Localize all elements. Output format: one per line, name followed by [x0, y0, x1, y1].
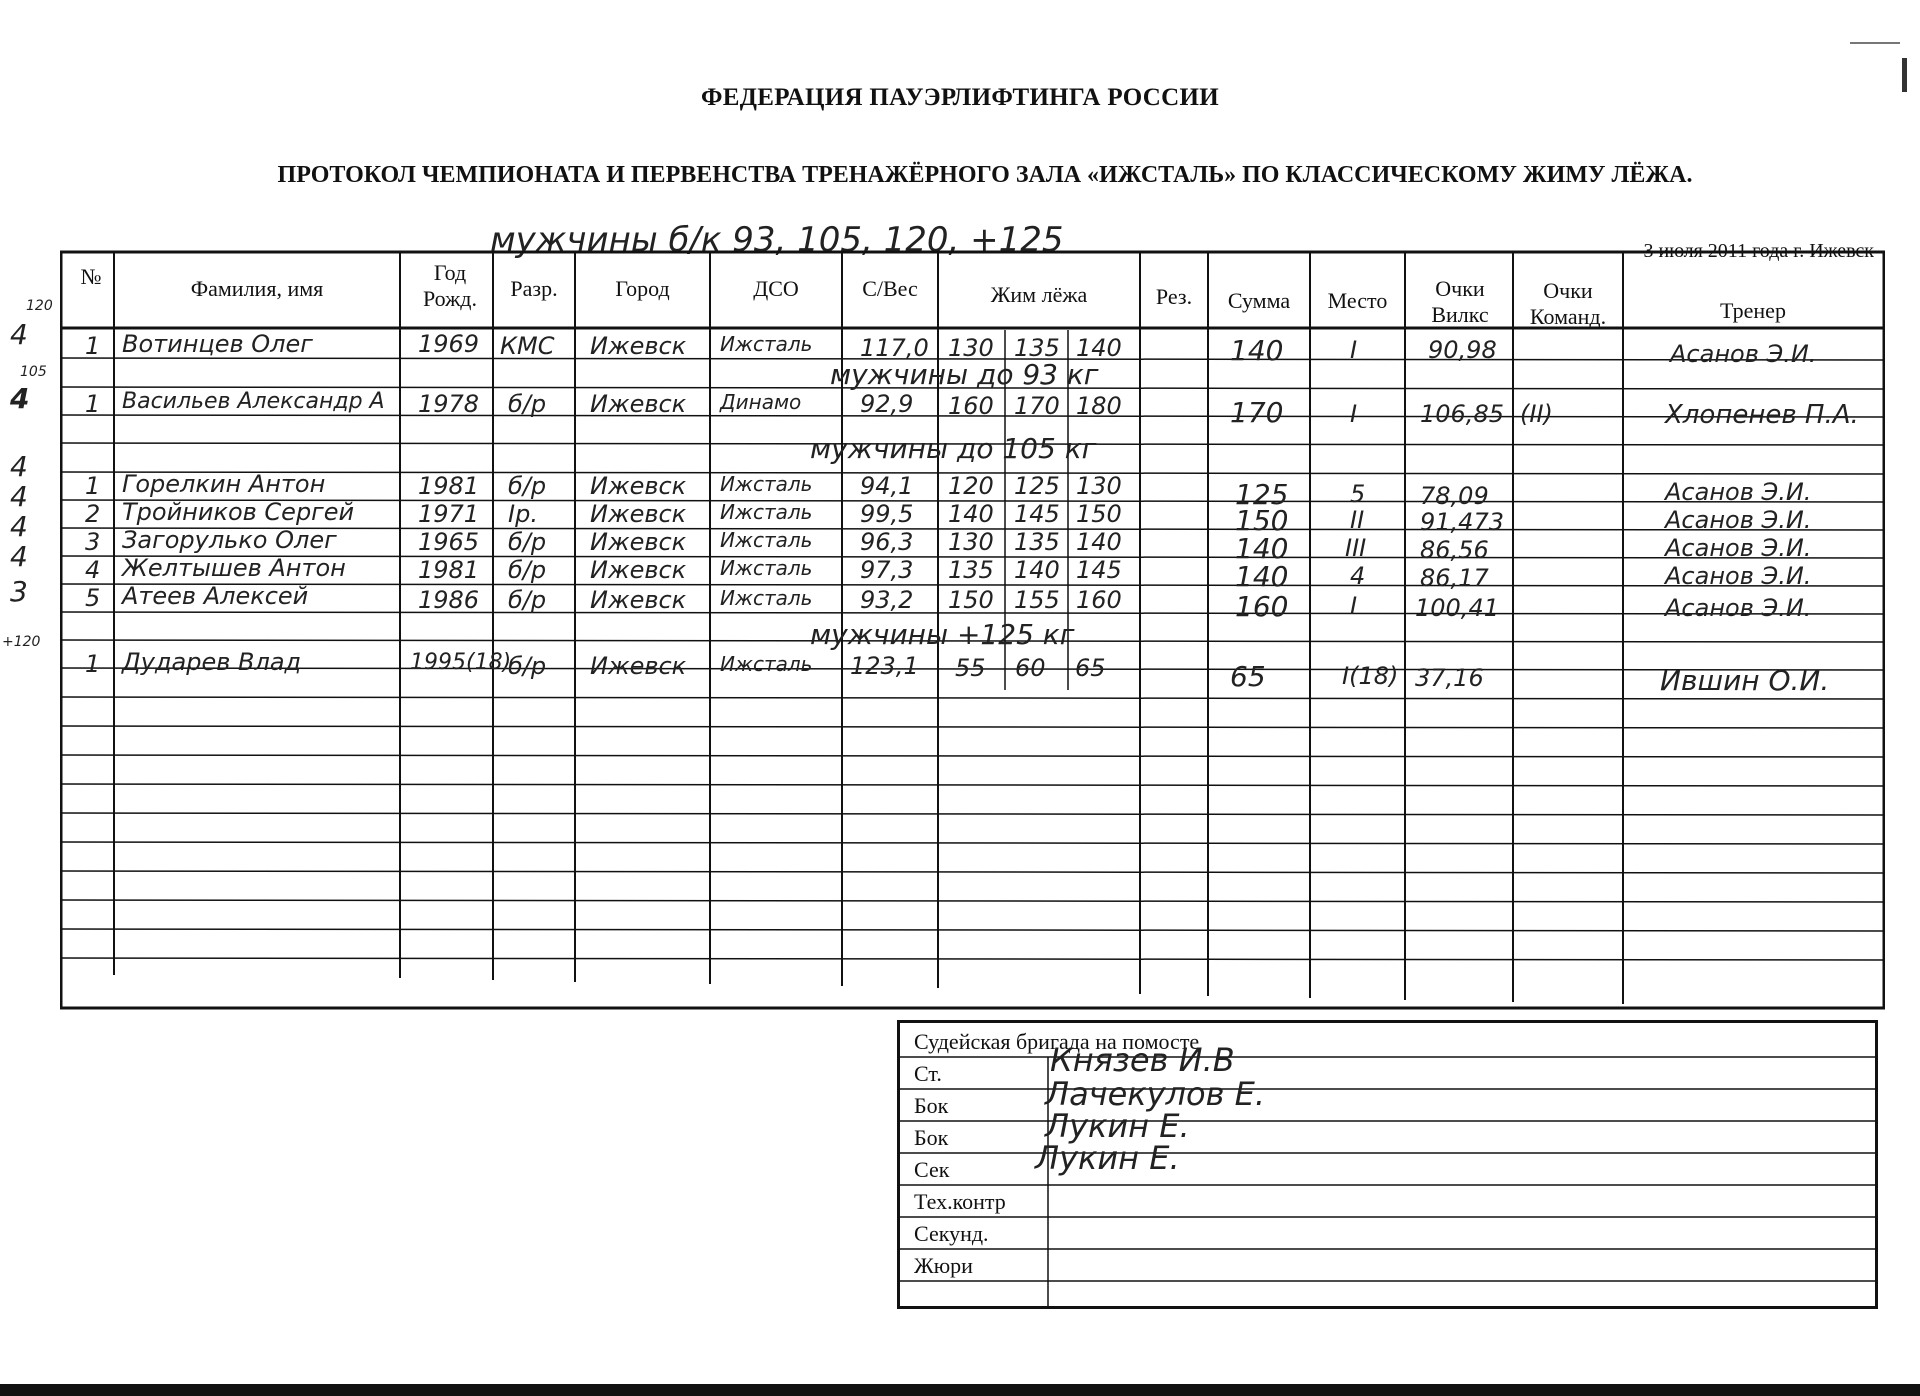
- attempt-1: 130: [948, 528, 994, 556]
- coach: Асанов Э.И.: [1665, 594, 1812, 622]
- attempt-1: 135: [948, 556, 994, 584]
- attempt-3: 145: [1076, 556, 1122, 584]
- body-weight: 99,5: [860, 500, 914, 528]
- referee-signature: Лачекулов Е.: [1045, 1075, 1265, 1113]
- results-table: [60, 250, 1885, 1010]
- total: 160: [1235, 590, 1289, 623]
- col-res: Рез.: [1155, 284, 1193, 309]
- athlete-name: Дударев Влад: [122, 648, 302, 676]
- coach: Асанов Э.И.: [1665, 506, 1812, 534]
- row-num: 3: [85, 528, 101, 556]
- attempt-2: 135: [1014, 528, 1060, 556]
- col-total: Сумма: [1227, 288, 1291, 313]
- place: 4: [1350, 562, 1366, 590]
- referee-role: Ст.: [914, 1061, 942, 1086]
- athlete-name: Атеев Алексей: [122, 582, 309, 610]
- margin-mark: 4: [10, 450, 28, 483]
- attempt-2: 155: [1014, 586, 1060, 614]
- place: II: [1350, 506, 1365, 534]
- col-coach: Тренер: [1720, 298, 1786, 323]
- city: Ижевск: [590, 500, 687, 528]
- attempt-2: 170: [1014, 392, 1060, 420]
- city: Ижевск: [590, 528, 687, 556]
- rank: б/р: [508, 528, 547, 556]
- category-note: мужчины б/к 93, 105, 120, +125: [490, 220, 1064, 260]
- place: I(18): [1342, 662, 1399, 690]
- athlete-name: Васильев Александр А: [122, 389, 385, 414]
- margin-note: 120: [26, 298, 53, 314]
- referee-signature: Лукин Е.: [1045, 1107, 1190, 1145]
- category-105: мужчины до 105 кг: [810, 432, 1097, 465]
- wilks: 90,98: [1428, 336, 1497, 364]
- col-rank: Разр.: [510, 276, 558, 301]
- margin-mark: 3: [10, 575, 28, 608]
- athlete-name: Вотинцев Олег: [122, 330, 313, 358]
- wilks: 37,16: [1415, 664, 1484, 692]
- athlete-name: Тройников Сергей: [122, 498, 355, 526]
- row-num: 1: [85, 650, 101, 678]
- referee-panel: [897, 1020, 1878, 1309]
- coach: Асанов Э.И.: [1665, 478, 1812, 506]
- attempt-1: 140: [948, 500, 994, 528]
- place: I: [1350, 336, 1358, 364]
- wilks: 100,41: [1415, 594, 1499, 622]
- body-weight: 117,0: [860, 334, 929, 362]
- rank: б/р: [508, 652, 547, 680]
- club: Ижсталь: [720, 556, 813, 580]
- col-num: №: [80, 264, 102, 289]
- margin-mark: 4: [10, 540, 28, 573]
- referee-role: Секунд.: [914, 1221, 989, 1246]
- athlete-name: Желтышев Антон: [122, 554, 346, 582]
- attempt-2: 60: [1015, 654, 1046, 682]
- club: Ижсталь: [720, 332, 813, 356]
- coach: Асанов Э.И.: [1670, 340, 1817, 368]
- referee-role: Бок: [914, 1125, 949, 1150]
- athlete-name: Горелкин Антон: [122, 470, 326, 498]
- col-bench: Жим лёжа: [990, 282, 1088, 307]
- margin-mark: 4: [10, 382, 30, 415]
- wilks: 86,17: [1420, 564, 1489, 592]
- referee-signature: Лукин Е.: [1035, 1139, 1180, 1177]
- wilks: 106,85: [1420, 400, 1504, 428]
- col-place: Место: [1327, 288, 1388, 313]
- birth-year: 1969: [418, 330, 480, 358]
- total: 65: [1230, 660, 1266, 693]
- city: Ижевск: [590, 652, 687, 680]
- row-num: 1: [85, 390, 101, 418]
- coach: Хлопенев П.А.: [1665, 400, 1859, 430]
- rank: Iр.: [508, 500, 538, 528]
- city: Ижевск: [590, 586, 687, 614]
- margin-mark: 4: [10, 510, 28, 543]
- total: 125: [1235, 478, 1289, 511]
- coach: Ившин О.И.: [1660, 664, 1830, 697]
- scan-mark: [1902, 58, 1907, 92]
- attempt-3: 180: [1076, 392, 1122, 420]
- referee-role: Жюри: [914, 1253, 973, 1278]
- attempt-1: 120: [948, 472, 994, 500]
- attempt-1: 160: [948, 392, 994, 420]
- scan-mark: [1850, 42, 1900, 44]
- referee-title: Судейская бригада на помосте: [914, 1029, 1200, 1054]
- date-location: 3 июля 2011 года г. Ижевск: [1643, 240, 1874, 262]
- birth-year: 1981: [418, 472, 480, 500]
- row-num: 5: [85, 584, 101, 612]
- rank: б/р: [508, 390, 547, 418]
- attempt-2: 140: [1014, 556, 1060, 584]
- coach: Асанов Э.И.: [1665, 562, 1812, 590]
- attempt-2: 135: [1014, 334, 1060, 362]
- place: 5: [1350, 480, 1366, 508]
- rank: б/р: [508, 586, 547, 614]
- total: 140: [1235, 532, 1289, 565]
- protocol-title: ПРОТОКОЛ ЧЕМПИОНАТА И ПЕРВЕНСТВА ТРЕНАЖЁРНОГО ЗАЛА «ИЖСТАЛЬ» ПО КЛАССИЧЕСКОМУ ЖИМУ ЛЁЖА.: [277, 162, 1693, 188]
- body-weight: 97,3: [860, 556, 914, 584]
- wilks: 86,56: [1420, 536, 1489, 564]
- city: Ижевск: [590, 472, 687, 500]
- total: 140: [1230, 334, 1284, 367]
- club: Ижсталь: [720, 500, 813, 524]
- referee-role: Бок: [914, 1093, 949, 1118]
- col-team: Очки Команд.: [1529, 278, 1607, 329]
- birth-year: 1971: [418, 500, 480, 528]
- col-name: Фамилия, имя: [190, 276, 324, 301]
- attempt-3: 140: [1076, 528, 1122, 556]
- attempt-1: 150: [948, 586, 994, 614]
- city: Ижевск: [590, 556, 687, 584]
- margin-mark: 4: [10, 480, 28, 513]
- attempt-3: 140: [1076, 334, 1122, 362]
- attempt-3: 150: [1076, 500, 1122, 528]
- rank: КМС: [500, 332, 555, 360]
- attempt-1: 55: [955, 654, 986, 682]
- rank: б/р: [508, 472, 547, 500]
- referee-role: Сек: [914, 1157, 950, 1182]
- attempt-2: 145: [1014, 500, 1060, 528]
- col-club: ДСО: [753, 276, 799, 301]
- row-num: 1: [85, 332, 101, 360]
- body-weight: 94,1: [860, 472, 914, 500]
- total: 150: [1235, 504, 1289, 537]
- scan-bottom-edge: [0, 1384, 1920, 1396]
- birth-year: 1986: [418, 586, 480, 614]
- coach: Асанов Э.И.: [1665, 534, 1812, 562]
- referee-signature: Князев И.В: [1050, 1041, 1235, 1079]
- row-num: 2: [85, 500, 101, 528]
- birth-year: 1978: [418, 390, 480, 418]
- club: Ижсталь: [720, 652, 813, 676]
- place: III: [1345, 534, 1367, 562]
- place: I: [1350, 400, 1358, 428]
- category-125plus: мужчины +125 кг: [810, 618, 1075, 651]
- club: Динамо: [720, 390, 802, 414]
- city: Ижевск: [590, 390, 687, 418]
- wilks: 91,473: [1420, 508, 1504, 536]
- place: I: [1350, 592, 1358, 620]
- col-wilks: Очки Вилкс: [1431, 276, 1489, 327]
- body-weight: 93,2: [860, 586, 914, 614]
- athlete-name: Загорулько Олег: [122, 526, 337, 554]
- club: Ижсталь: [720, 586, 813, 610]
- club: Ижсталь: [720, 528, 813, 552]
- total: 140: [1235, 560, 1289, 593]
- col-city: Город: [615, 276, 670, 301]
- row-num: 1: [85, 472, 101, 500]
- city: Ижевск: [590, 332, 687, 360]
- attempt-3: 130: [1076, 472, 1122, 500]
- rank: б/р: [508, 556, 547, 584]
- margin-note: 105: [20, 364, 47, 380]
- body-weight: 96,3: [860, 528, 914, 556]
- birth-year: 1981: [418, 556, 480, 584]
- attempt-2: 125: [1014, 472, 1060, 500]
- body-weight: 92,9: [860, 390, 914, 418]
- federation-title: ФЕДЕРАЦИЯ ПАУЭРЛИФТИНГА РОССИИ: [701, 84, 1219, 111]
- team-points: (II): [1520, 400, 1553, 428]
- birth-year: 1995(18): [410, 650, 512, 675]
- attempt-3: 160: [1076, 586, 1122, 614]
- referee-role: Тех.контр: [914, 1189, 1006, 1214]
- total: 170: [1230, 396, 1284, 429]
- col-weight: С/Вес: [862, 276, 918, 301]
- col-year: Год Рожд.: [422, 260, 478, 311]
- category-93: мужчины до 93 кг: [830, 358, 1099, 391]
- margin-note: +120: [2, 634, 41, 650]
- margin-mark: 4: [10, 318, 28, 351]
- club: Ижсталь: [720, 472, 813, 496]
- birth-year: 1965: [418, 528, 480, 556]
- row-num: 4: [85, 556, 101, 584]
- body-weight: 123,1: [850, 652, 919, 680]
- wilks: 78,09: [1420, 482, 1489, 510]
- attempt-3: 65: [1075, 654, 1106, 682]
- attempt-1: 130: [948, 334, 994, 362]
